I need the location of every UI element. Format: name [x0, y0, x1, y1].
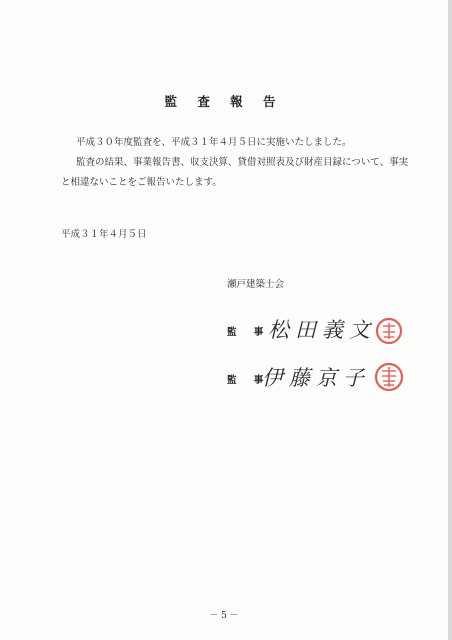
organization-name: 瀬戸建築士会 — [227, 279, 285, 290]
auditor-role-label: 監 事 — [227, 327, 271, 338]
page-title: 監 査 報 告 — [164, 94, 284, 109]
auditor-signature: 伊藤京子 — [262, 366, 370, 390]
auditor-role-label: 監 事 — [227, 375, 271, 386]
auditor-signature: 松田義文 — [268, 318, 376, 342]
body-paragraph-3: と相違ないことをご報告いたします。 — [61, 177, 222, 188]
page-number: － 5 － — [209, 611, 239, 621]
body-paragraph-2: 監査の結果、事業報告書、収支決算、貸借対照表及び財産目録について、事実 — [76, 157, 409, 168]
report-date: 平成３１年４月５日 — [61, 229, 147, 240]
body-paragraph-1: 平成３０年度監査を、平成３１年４月５日に実施いたしました。 — [76, 137, 352, 148]
personal-seal-stamp-icon — [374, 316, 404, 346]
personal-seal-stamp-icon — [373, 361, 405, 393]
